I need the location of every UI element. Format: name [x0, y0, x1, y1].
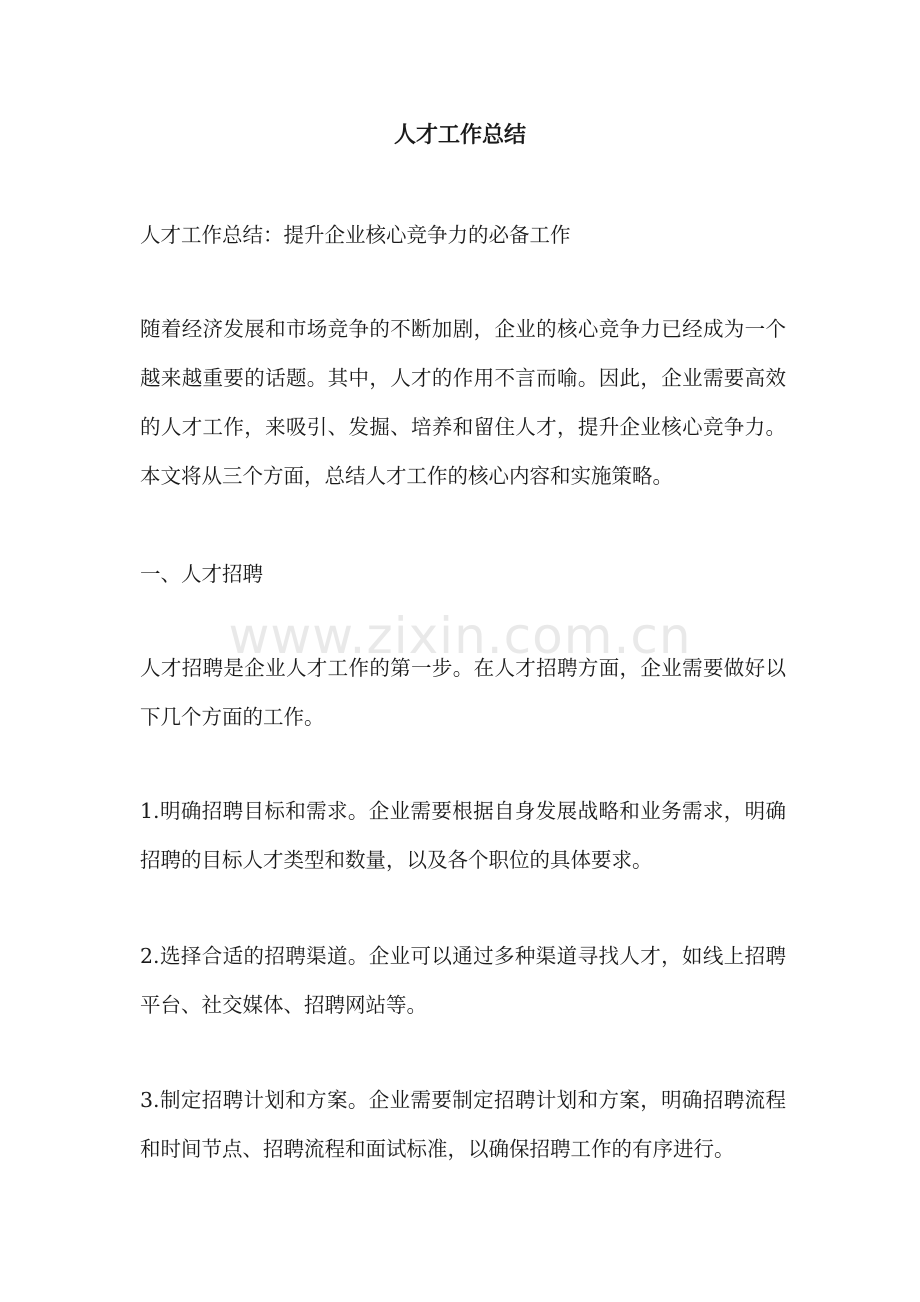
list-item-3: 3.制定招聘计划和方案。企业需要制定招聘计划和方案，明确招聘流程和时间节点、招聘流程和面试标准，以确保招聘工作的有序进行。 — [140, 1088, 786, 1161]
document-title: 人才工作总结 — [393, 123, 526, 148]
list-item-1: 1.明确招聘目标和需求。企业需要根据自身发展战略和业务需求，明确招聘的目标人才类型和数量，以及各个职位的具体要求。 — [140, 799, 786, 872]
section-intro-paragraph: 人才招聘是企业人才工作的第一步。在人才招聘方面，企业需要做好以下几个方面的工作。 — [140, 656, 786, 729]
intro-paragraph: 随着经济发展和市场竞争的不断加剧，企业的核心竞争力已经成为一个越来越重要的话题。其中，人才的作用不言而喻。因此，企业需要高效的人才工作，来吸引、发掘、培养和留住人才，提升企业核心竞争力。本文将从三个方面，总结人才工作的核心内容和实施策略。 — [140, 317, 786, 488]
watermark-text: www.zixin.com.cn — [228, 607, 692, 665]
document-subtitle: 人才工作总结：提升企业核心竞争力的必备工作 — [140, 223, 571, 247]
list-item-2: 2.选择合适的招聘渠道。企业可以通过多种渠道寻找人才，如线上招聘平台、社交媒体、招聘网站等。 — [140, 944, 786, 1017]
section-heading-recruitment: 一、人才招聘 — [140, 562, 263, 586]
